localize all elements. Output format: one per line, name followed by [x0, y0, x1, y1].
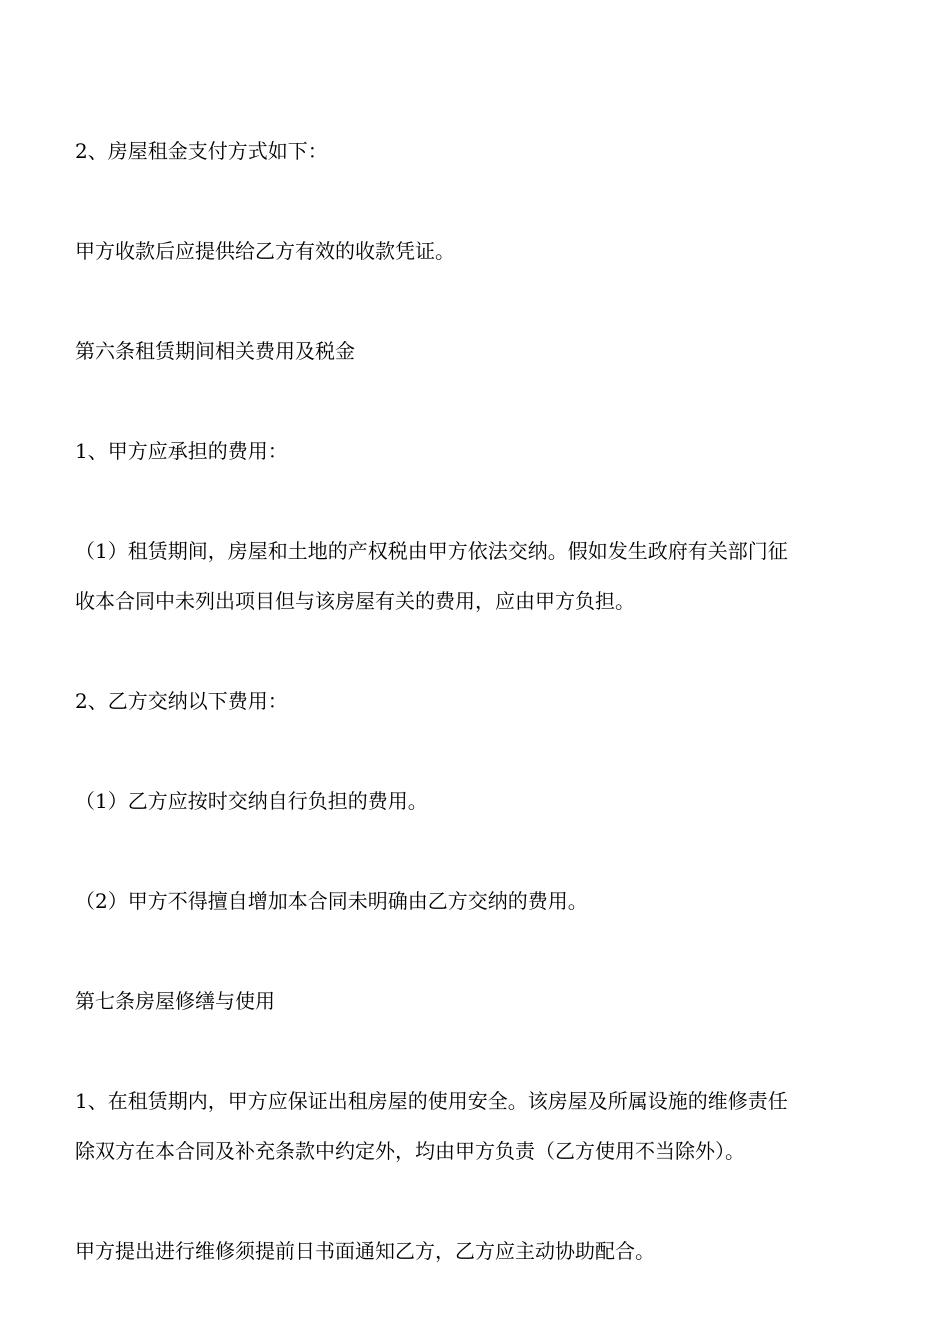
clause-party-b-timely-payment — [75, 776, 885, 826]
paragraph-line: 收本合同中未列出项目但与该房屋有关的费用，应由甲方负担。 — [75, 589, 635, 613]
paragraph-line: 甲方收款后应提供给乙方有效的收款凭证。 — [75, 239, 455, 263]
clause-party-b-fees — [75, 676, 885, 726]
paragraph-line: （2）甲方不得擅自增加本合同未明确由乙方交纳的费用。 — [75, 889, 588, 913]
clause-no-extra-fees — [75, 876, 885, 926]
clause-repair-responsibility — [75, 1076, 885, 1176]
clause-property-tax — [75, 526, 885, 626]
article-six-heading — [75, 326, 885, 376]
clause-payment-receipt — [75, 226, 885, 276]
paragraph-line: 1、甲方应承担的费用： — [75, 439, 288, 463]
paragraph-line: 1、在租赁期内，甲方应保证出租房屋的使用安全。该房屋及所属设施的维修责任 — [75, 1089, 788, 1113]
paragraph-line: 第七条房屋修缮与使用 — [75, 989, 275, 1013]
clause-repair-notice — [75, 1226, 885, 1276]
paragraph-line: 第六条租赁期间相关费用及税金 — [75, 339, 355, 363]
paragraph-line: （1）乙方应按时交纳自行负担的费用。 — [75, 789, 428, 813]
clause-party-a-fees — [75, 426, 885, 476]
clause-rent-payment-method — [75, 126, 885, 176]
paragraph-line: 2、乙方交纳以下费用： — [75, 689, 288, 713]
article-seven-heading — [75, 976, 885, 1026]
paragraph-line: （1）租赁期间，房屋和土地的产权税由甲方依法交纳。假如发生政府有关部门征 — [75, 539, 788, 563]
paragraph-line: 甲方提出进行维修须提前日书面通知乙方，乙方应主动协助配合。 — [75, 1239, 655, 1263]
paragraph-line: 除双方在本合同及补充条款中约定外，均由甲方负责（乙方使用不当除外）。 — [75, 1139, 745, 1163]
paragraph-line: 2、房屋租金支付方式如下： — [75, 139, 328, 163]
